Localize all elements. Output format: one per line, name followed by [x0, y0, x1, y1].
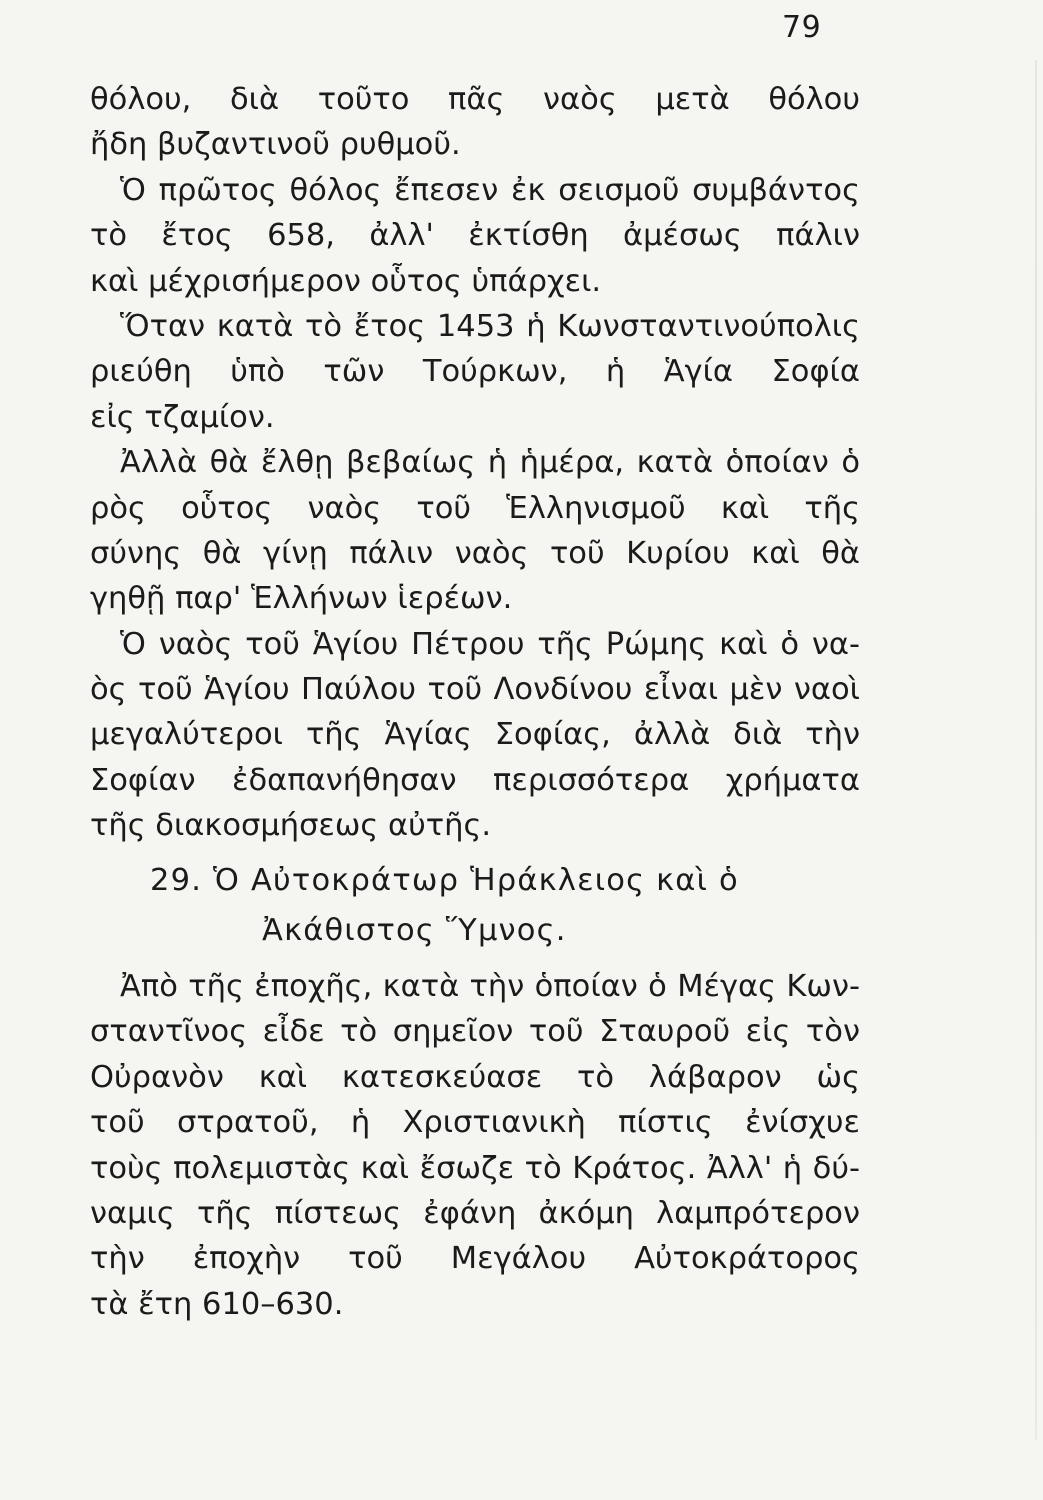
text-line: ρὸς οὗτος ναὸς τοῦ Ἑλληνισμοῦ καὶ τῆς — [90, 490, 860, 526]
body-text-bottom — [90, 964, 860, 1327]
text-line: Ὅταν κατὰ τὸ ἔτος 1453 ἡ Κωνσταντινούπολις — [120, 308, 860, 344]
text-line: ἤδη βυζαντινοῦ ρυθμοῦ. — [90, 127, 461, 163]
page-edge-shadow — [1035, 60, 1037, 1440]
text-line: τῆς διακοσμήσεως αὐτῆς. — [90, 808, 492, 844]
text-line: τὴν ἐποχὴν τοῦ Μεγάλου Αὐτοκράτορος — [90, 1241, 860, 1277]
text-line: Ἀπὸ τῆς ἐποχῆς, κατὰ τὴν ὁποίαν ὁ Μέγας Κων- — [120, 969, 860, 1004]
text-line: μεγαλύτεροι τῆς Ἁγίας Σοφίας, ἀλλὰ διὰ τὴν — [90, 717, 860, 753]
text-line: ὸς τοῦ Ἁγίου Παύλου τοῦ Λονδίνου εἶναι μὲν ναοὶ — [90, 672, 860, 708]
text-line: Ὁ πρῶτος θόλος ἔπεσεν ἐκ σεισμοῦ συμβάντος — [120, 172, 860, 208]
text-line: σταντῖνος εἶδε τὸ σημεῖον τοῦ Σταυροῦ εἰς τὸν — [90, 1014, 860, 1050]
text-line: θόλου, διὰ τοῦτο πᾶς ναὸς μετὰ θόλου — [90, 82, 860, 117]
text-line: γηθῇ παρ' Ἑλλήνων ἱερέων. — [90, 581, 513, 617]
section-heading-line: 29. Ὁ Αὐτοκράτωρ Ἡράκλειος καὶ ὁ — [150, 863, 739, 898]
body-text-top — [90, 77, 860, 849]
text-line: Οὐρανὸν καὶ κατεσκεύασε τὸ λάβαρον ὡς — [90, 1059, 860, 1095]
text-line: τὰ ἔτη 610–630. — [90, 1286, 344, 1322]
text-line: Ὁ ναὸς τοῦ Ἁγίου Πέτρου τῆς Ρώμης καὶ ὁ να- — [120, 626, 860, 662]
text-line: καὶ μέχρισήμερον οὗτος ὑπάρχει. — [90, 263, 602, 299]
text-line: Ἀλλὰ θὰ ἔλθῃ βεβαίως ἡ ἡμέρα, κατὰ ὁποίαν ὁ — [120, 445, 860, 481]
text-line: σύνης θὰ γίνῃ πάλιν ναὸς τοῦ Κυρίου καὶ θὰ — [90, 535, 860, 571]
text-line: Σοφίαν ἐδαπανήθησαν περισσότερα χρήματα — [90, 762, 860, 798]
page-number: 79 — [782, 10, 822, 45]
text-line: τοὺς πολεμιστὰς καὶ ἔσωζε τὸ Κράτος. Ἀλλ' ἡ δύ- — [90, 1150, 860, 1186]
text-line: ναμις τῆς πίστεως ἐφάνη ἀκόμη λαμπρότερον — [90, 1195, 860, 1231]
text-line: ριεύθη ὑπὸ τῶν Τούρκων, ἡ Ἁγία Σοφία — [90, 354, 860, 390]
section-heading — [150, 856, 739, 956]
text-line: τοῦ στρατοῦ, ἡ Χριστιανικὴ πίστις ἐνίσχυε — [90, 1105, 860, 1141]
section-heading-line: Ἀκάθιστος Ὕμνος. — [262, 913, 567, 948]
text-line: τὸ ἔτος 658, ἀλλ' ἐκτίσθη ἀμέσως πάλιν — [90, 218, 860, 254]
text-line: εἰς τζαμίον. — [90, 399, 275, 435]
